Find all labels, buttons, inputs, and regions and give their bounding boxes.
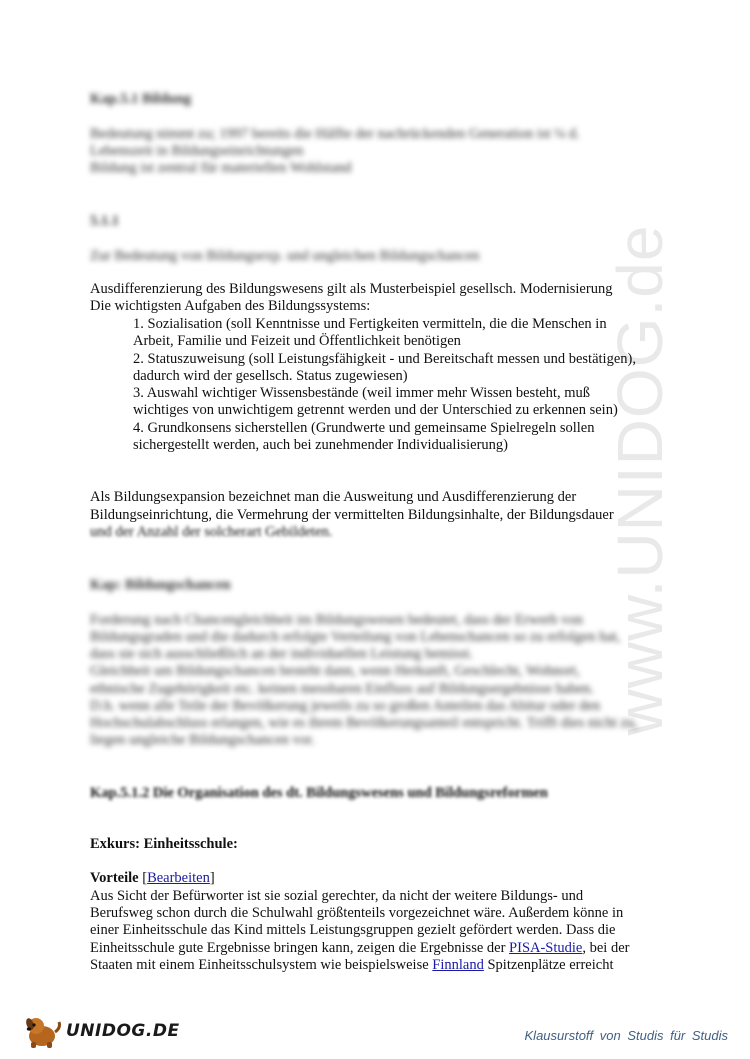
paragraph-line: ethnische Zugehörigkeit etc. keinen messbaren Einfluss auf Bildungsergebnisse haben. bbox=[90, 681, 594, 697]
section-title: Kap.5.1.2 Die Organisation des dt. Bildungswesens und Bildungsreformen bbox=[90, 785, 548, 801]
text-run: , bei der bbox=[582, 940, 630, 956]
watermark-text: www.UNIDOG.de bbox=[604, 224, 676, 736]
body-line: und der Anzahl der solcherart Gebildeten. bbox=[90, 524, 333, 540]
unidog-logo bbox=[22, 1012, 180, 1050]
text-run: Einheitsschule gute Ergebnisse bringen kann, zeigen die Ergebnisse der bbox=[90, 940, 510, 956]
chapter-heading: Kap.5.1 Bildung bbox=[90, 91, 192, 107]
dog-icon bbox=[22, 1012, 62, 1050]
list-item: sichergestellt werden, auch bei zunehmender Individualisierung) bbox=[133, 437, 508, 453]
paragraph-line: Bildungsgraden und die dadurch erfolgte Verteilung von Lebenschancen so zu erfolgen hat, bbox=[90, 629, 621, 645]
list-item: 3. Auswahl wichtiger Wissensbestände (weil immer mehr Wissen besteht, muß bbox=[133, 385, 590, 401]
body-line bbox=[90, 940, 629, 957]
edit-bracket-open: [ bbox=[142, 870, 148, 886]
paragraph-line: D.h. wenn alle Teile der Bevölkerung jeweils zu so großen Anteilen das Abitur oder den bbox=[90, 698, 601, 714]
paragraph-line: Lebenszeit in Bildungseinrichtungen bbox=[90, 143, 304, 159]
body-line: Aus Sicht der Befürworter ist sie sozial gerechter, da nicht der weitere Bildungs- und bbox=[90, 888, 584, 904]
brand-text: UNIDOG.DE bbox=[66, 1021, 180, 1041]
exkurs-title: Exkurs: Einheitsschule: bbox=[90, 836, 238, 852]
finnland-link[interactable]: Finnland bbox=[432, 957, 484, 973]
paragraph-line: dass sie sich ausschließlich an der individuellen Leistung bemisst. bbox=[90, 646, 473, 662]
paragraph-line: Bedeutung nimmt zu; 1997 bereits die Hälfte der nachrückenden Generation ist ¼ d. bbox=[90, 126, 580, 142]
body-line: Berufsweg schon durch die Schulwahl größtenteils vorgezeichnet wäre. Außerdem könne in bbox=[90, 905, 624, 921]
chapter-heading: Kap: Bildungschancen bbox=[90, 577, 231, 593]
body-line: Bildungseinrichtung, die Vermehrung der vermittelten Bildungsinhalte, der Bildungsdauer bbox=[90, 507, 614, 523]
body-line: Die wichtigsten Aufgaben des Bildungssystems: bbox=[90, 298, 371, 314]
list-item: 2. Statuszuweisung (soll Leistungsfähigkeit - und Bereitschaft messen und bestätigen), bbox=[133, 351, 636, 367]
edit-link[interactable]: Bearbeiten bbox=[147, 870, 210, 886]
footer-tagline: Klausurstoff von Studis für Studis bbox=[524, 1028, 728, 1043]
body-line: einer Einheitsschule das Kind mittels Leistungsgruppen gezielt gefördert werden. Dass die bbox=[90, 922, 616, 938]
text-run: Spitzenplätze erreicht bbox=[483, 957, 614, 973]
pisa-link[interactable]: PISA-Studie bbox=[509, 940, 583, 956]
vorteile-heading bbox=[90, 870, 215, 887]
paragraph-line: Forderung nach Chancengleichheit im Bildungswesen bedeutet, dass der Erwerb von bbox=[90, 612, 583, 628]
paragraph-line: Bildung ist zentral für materiellen Wohlstand bbox=[90, 160, 352, 176]
body-line: Als Bildungsexpansion bezeichnet man die Ausweitung und Ausdifferenzierung der bbox=[90, 489, 577, 505]
paragraph-line: Hochschulabschluss erlangen, wie es ihrem Bevölkerungsanteil entspricht. Trifft dies nicht zu, bbox=[90, 715, 638, 731]
list-item: Arbeit, Familie und Feizeit und Öffentlichkeit benötigen bbox=[133, 333, 461, 349]
paragraph-line: liegen ungleiche Bildungschancen vor. bbox=[90, 732, 315, 748]
list-item: wichtiges von unwichtigem getrennt werden und der Unterschied zu erkennen sein) bbox=[133, 402, 618, 418]
list-item: 4. Grundkonsens sicherstellen (Grundwerte und gemeinsame Spielregeln sollen bbox=[133, 420, 595, 436]
text-run: Staaten mit einem Einheitsschulsystem wie beispielsweise bbox=[90, 957, 433, 973]
edit-bracket-close: ] bbox=[209, 870, 215, 886]
section-title: Zur Bedeutung von Bildungsexp. und ungleichen Bildungschancen bbox=[90, 248, 480, 264]
body-line: Ausdifferenzierung des Bildungswesens gilt als Musterbeispiel gesellsch. Modernisierung bbox=[90, 281, 613, 297]
list-item: 1. Sozialisation (soll Kenntnisse und Fertigkeiten vermitteln, die die Menschen in bbox=[133, 316, 607, 332]
section-number: 5.1.1 bbox=[90, 213, 119, 229]
paragraph-line: Gleichheit um Bildungschancen besteht dann, wenn Herkunft, Geschlecht, Wohnort, bbox=[90, 663, 580, 679]
body-line bbox=[90, 957, 614, 974]
vorteile-label: Vorteile bbox=[90, 870, 139, 886]
list-item: dadurch wird der gesellsch. Status zugewiesen) bbox=[133, 368, 408, 384]
